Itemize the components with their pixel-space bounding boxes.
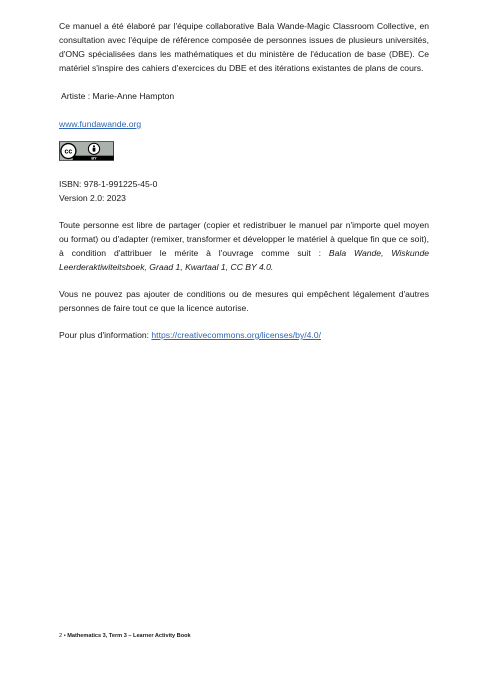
license-text: Toute personne est libre de partager (copier et redistribuer le manuel par n'importe quel moyen ou format) ou d'adapter (remixer, transformer et développer le matériel à quelque fin que ce soit), à condition d'attribuer le mérite à l'ouvrage comme suit : xyxy=(59,220,429,258)
svg-text:cc: cc xyxy=(64,148,73,156)
footer-bullet: • xyxy=(63,633,66,639)
intro-paragraph: Ce manuel a été élaboré par l'équipe collaborative Bala Wande-Magic Classroom Collective, en consultation avec l'équipe de référence composée de personnes issues de plusieurs universités, d'ONG spécialisées dans les mathématiques et du ministère de l'éducation de base (DBE). Ce matériel s'inspire des cahiers d'exercices du DBE et des itérations existantes de plans de cours. xyxy=(59,21,429,73)
artist-credit: Artiste : Marie-Anne Hampton xyxy=(61,91,175,101)
book-title: Mathematics 3, Term 3 – Learner Activity Book xyxy=(67,633,191,639)
website-link[interactable]: www.fundawande.org xyxy=(59,119,142,129)
license-url-link[interactable]: https://creativecommons.org/licenses/by/4.0/ xyxy=(151,330,321,340)
restrictions-paragraph: Vous ne pouvez pas ajouter de conditions ou de mesures qui empêchent légalement d'autres personnes de faire tout ce que la licence autorise. xyxy=(59,289,429,313)
page-footer xyxy=(59,632,191,640)
publication-info xyxy=(59,177,429,205)
version: Version 2.0: 2023 xyxy=(59,193,126,203)
more-info-paragraph xyxy=(59,328,429,342)
page-content xyxy=(59,19,429,342)
cc-by-license-badge[interactable] xyxy=(59,141,114,161)
isbn: ISBN: 978-1-991225-45-0 xyxy=(59,179,158,189)
by-label: BY xyxy=(91,156,97,161)
attribution-text: Bala Wande, Wiskunde Leerderaktiwiteitsboek, Graad 1, Kwartaal 1, CC BY 4.0. xyxy=(59,248,430,272)
person-attribution-icon xyxy=(88,143,99,154)
license-paragraph xyxy=(59,218,429,274)
more-info-label: Pour plus d'information: xyxy=(59,330,152,340)
page-number: 2 xyxy=(59,633,63,639)
cc-icon xyxy=(61,144,76,159)
